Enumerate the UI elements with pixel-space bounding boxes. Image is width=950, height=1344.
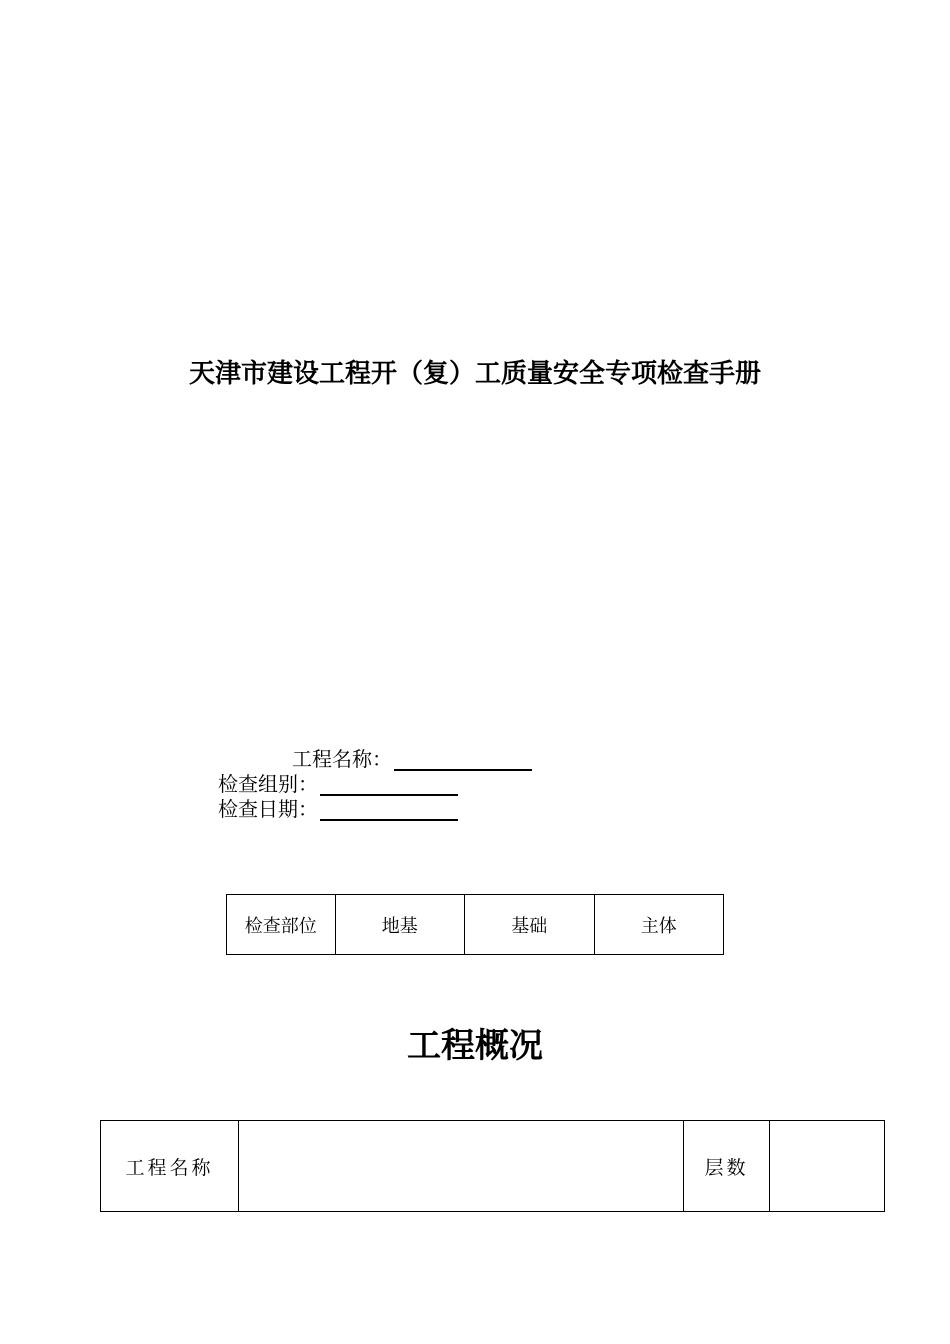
inspection-group-line — [218, 772, 458, 796]
project-overview-table — [100, 1120, 885, 1212]
part-cell-foundation[interactable]: 基础 — [465, 895, 594, 955]
overview-floors-value[interactable] — [770, 1121, 885, 1212]
project-name-label: 工程名称： — [292, 747, 392, 771]
overview-floors-label: 层数 — [684, 1121, 770, 1212]
inspection-date-blank[interactable] — [320, 799, 458, 821]
overview-project-name-value[interactable] — [239, 1121, 684, 1212]
part-cell-main-structure[interactable]: 主体 — [594, 895, 724, 955]
table-row — [101, 1121, 885, 1212]
document-title: 天津市建设工程开（复）工质量安全专项检查手册 — [188, 359, 761, 389]
overview-title: 工程概况 — [407, 1026, 543, 1066]
table-row — [227, 895, 724, 955]
inspection-group-blank[interactable] — [320, 774, 458, 796]
inspection-parts-table — [226, 894, 724, 955]
inspection-group-label: 检查组别： — [218, 772, 318, 796]
inspection-date-label: 检查日期： — [218, 797, 318, 821]
project-name-line — [292, 747, 532, 771]
overview-project-name-label: 工程名称 — [101, 1121, 239, 1212]
inspection-parts-header: 检查部位 — [227, 895, 336, 955]
project-name-blank[interactable] — [394, 749, 532, 771]
part-cell-foundation-ground[interactable]: 地基 — [335, 895, 464, 955]
inspection-date-line — [218, 797, 458, 821]
